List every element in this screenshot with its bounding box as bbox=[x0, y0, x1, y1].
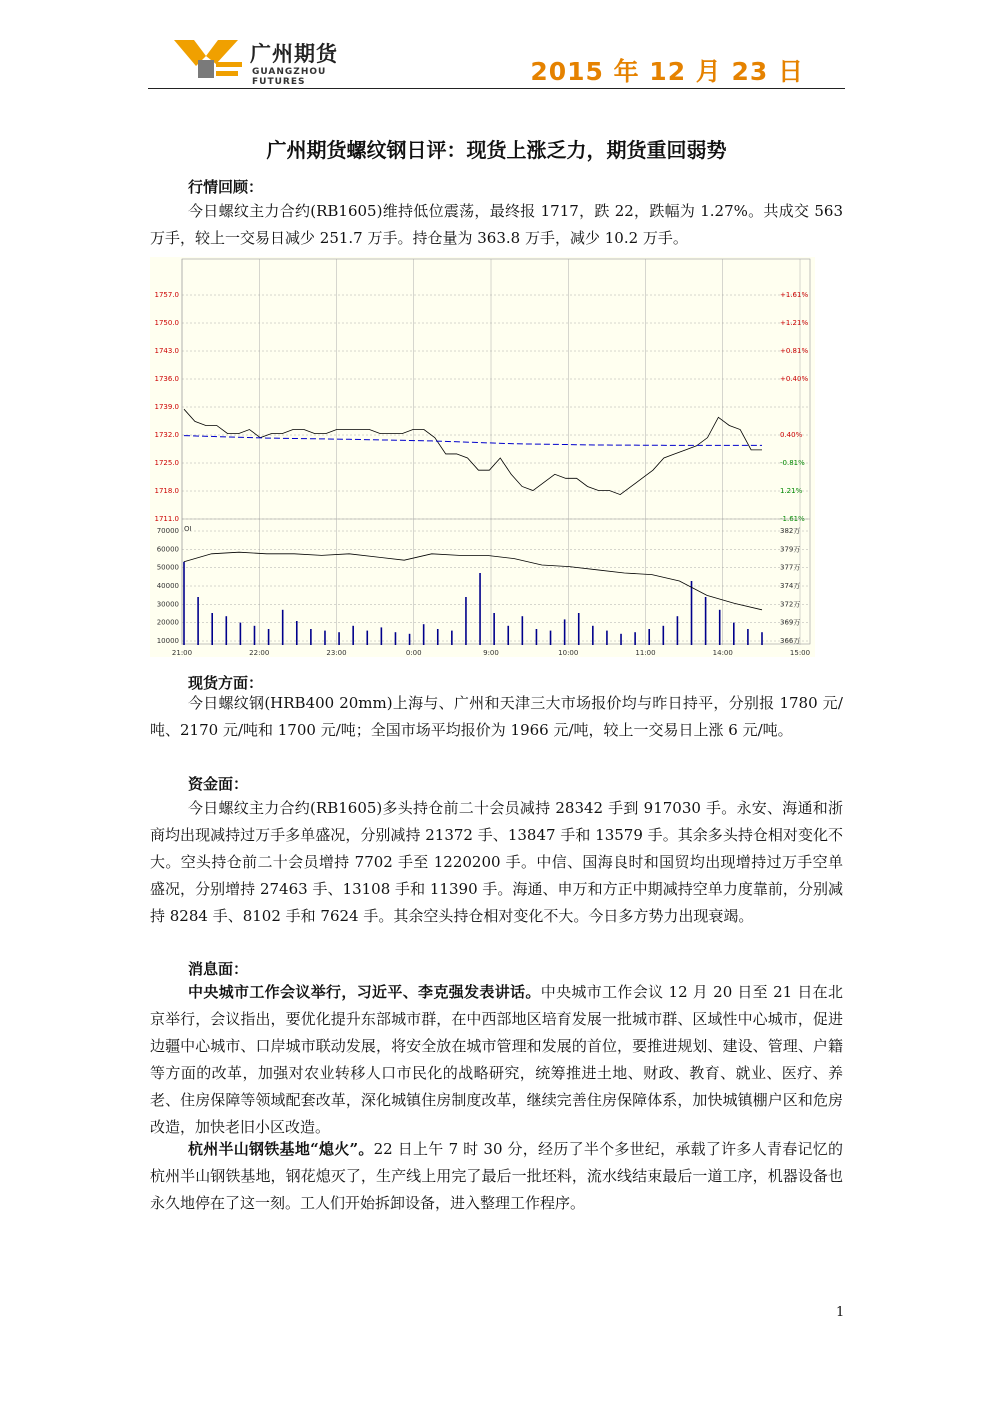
percent-tick-label: +1.61% bbox=[780, 291, 809, 299]
section-heading-spot: 现货方面： bbox=[188, 674, 264, 692]
percent-tick-label: -0.81% bbox=[780, 459, 805, 467]
time-tick-label: 0:00 bbox=[405, 649, 422, 657]
oi-tick-label: 366万 bbox=[780, 637, 801, 645]
volume-tick-label: 70000 bbox=[156, 527, 179, 535]
price-tick-label: 1711.0 bbox=[154, 515, 179, 523]
price-tick-label: 1757.0 bbox=[154, 291, 179, 299]
report-title: 广州期货螺纹钢日评：现货上涨乏力，期货重回弱势 bbox=[266, 138, 727, 162]
percent-tick-label: +0.40% bbox=[780, 375, 809, 383]
percent-tick-label: 1.21% bbox=[780, 487, 803, 495]
section-heading-review: 行情回顾： bbox=[188, 178, 264, 196]
time-tick-label: 23:00 bbox=[326, 649, 347, 657]
time-tick-label: 9:00 bbox=[483, 649, 499, 657]
percent-tick-label: 0.40% bbox=[780, 431, 803, 439]
news-item-2-headline: 杭州半山钢铁基地“熄火”。 bbox=[188, 1140, 374, 1158]
price-tick-label: 1750.0 bbox=[154, 319, 179, 327]
news-item-2-body: 22 日上午 7 时 30 分，经历了半个多世纪，承载了许多人青春记忆的杭州半山钢铁基地，钢花熄灭了，生产线上用完了最后一批坯料，流水线结束最后一道工序，机器设备也永久地停在了这一刻。工人们开始拆卸设备，进入整理工作程序。 bbox=[150, 1140, 843, 1212]
news-item-1-body: 中央城市工作会议 12 月 20 日至 21 日在北京举行，会议指出，要优化提升东部城市群，在中西部地区培育发展一批城市群、区域性中心城市，促进边疆中心城市、口岸城市联动发展，将安全放在城市管理和发展的首位，要推进规划、建设、管理、户籍等方面的改革，加强对农业转移人口市民化的战略研究，统筹推进土地、财政、教育、就业、医疗、养老、住房保障等领域配套改革，深化城镇住房制度改革，继续完善住房保障体系，加快城镇棚户区和危房改造，加快老旧小区改造。 bbox=[150, 983, 843, 1136]
percent-tick-label: +0.81% bbox=[780, 347, 809, 355]
section-heading-funds: 资金面： bbox=[188, 775, 249, 793]
time-tick-label: 11:00 bbox=[635, 649, 656, 657]
news-item-2 bbox=[150, 1136, 843, 1217]
oi-tick-label: 374万 bbox=[780, 582, 801, 590]
volume-tick-label: 60000 bbox=[156, 545, 179, 554]
volume-tick-label: 30000 bbox=[156, 600, 179, 609]
volume-tick-label: 20000 bbox=[156, 618, 179, 627]
price-tick-label: 1739.0 bbox=[154, 403, 179, 411]
time-tick-label: 22:00 bbox=[249, 649, 270, 657]
price-tick-label: 1743.0 bbox=[154, 347, 179, 355]
price-tick-label: 1725.0 bbox=[154, 459, 179, 467]
price-tick-label: 1736.0 bbox=[154, 375, 179, 383]
oi-tick-label: 382万 bbox=[780, 527, 801, 535]
volume-tick-label: 40000 bbox=[156, 582, 179, 590]
time-tick-label: 14:00 bbox=[712, 649, 733, 657]
time-tick-label: 10:00 bbox=[558, 649, 579, 657]
company-logo bbox=[172, 36, 372, 86]
oi-tick-label: 377万 bbox=[780, 563, 801, 572]
header-divider bbox=[148, 88, 845, 89]
news-item-1-headline: 中央城市工作会议举行，习近平、李克强发表讲话。 bbox=[188, 983, 541, 1001]
oi-tick-label: 369万 bbox=[780, 618, 801, 627]
volume-panel-label: OI bbox=[184, 525, 192, 533]
intraday-chart-svg bbox=[150, 257, 815, 657]
logo-text-cn: 广州期货 bbox=[250, 42, 338, 66]
price-tick-label: 1732.0 bbox=[154, 431, 179, 439]
price-tick-label: 1718.0 bbox=[154, 487, 179, 495]
funds-paragraph: 今日螺纹主力合约(RB1605)多头持仓前二十会员减持 28342 手到 917030 手。永安、海通和浙商均出现减持过万手多单盛况，分别减持 21372 手、13847 手和 13579 手。其余多头持仓相对变化不大。空头持仓前二十会员增持 7702 手至 1220200 手。中信、国海良时和国贸均出现增持过万手空单盛况，分别增持 27463 手、13108 手和 11390 手。海通、申万和方正中期减持空单力度靠前，分别减持 8284 手、8102 手和 7624 手。其余空头持仓相对变化不大。今日多方势力出现衰竭。 bbox=[150, 799, 843, 925]
review-paragraph: 今日螺纹主力合约(RB1605)维持低位震荡，最终报 1717，跌 22，跌幅为 1.27%。共成交 563 万手，较上一交易日减少 251.7 万手。持仓量为 363.8 万手，减少 10.2 万手。 bbox=[150, 202, 843, 247]
report-date: 2015 年 12 月 23 日 bbox=[530, 57, 804, 86]
oi-tick-label: 372万 bbox=[780, 600, 801, 609]
percent-tick-label: +1.21% bbox=[780, 319, 809, 327]
chart-background bbox=[150, 257, 815, 657]
percent-tick-label: -1.61% bbox=[780, 515, 805, 523]
page-number: 1 bbox=[836, 1305, 845, 1320]
news-item-1 bbox=[150, 979, 843, 1141]
price-chart bbox=[150, 257, 815, 657]
section-heading-news: 消息面： bbox=[188, 960, 249, 978]
spot-paragraph: 今日螺纹钢(HRB400 20mm)上海与、广州和天津三大市场报价均与昨日持平，分别报 1780 元/吨、2170 元/吨和 1700 元/吨；全国市场平均报价为 1966 元/吨，较上一交易日上涨 6 元/吨。 bbox=[150, 694, 843, 739]
logo-mark-icon bbox=[172, 36, 248, 80]
volume-tick-label: 50000 bbox=[156, 563, 179, 572]
oi-tick-label: 379万 bbox=[780, 545, 801, 554]
logo-text-en: GUANGZHOU FUTURES bbox=[252, 67, 327, 87]
time-tick-label: 21:00 bbox=[171, 649, 193, 657]
time-tick-label: 15:00 bbox=[789, 649, 811, 657]
volume-tick-label: 10000 bbox=[156, 637, 179, 645]
